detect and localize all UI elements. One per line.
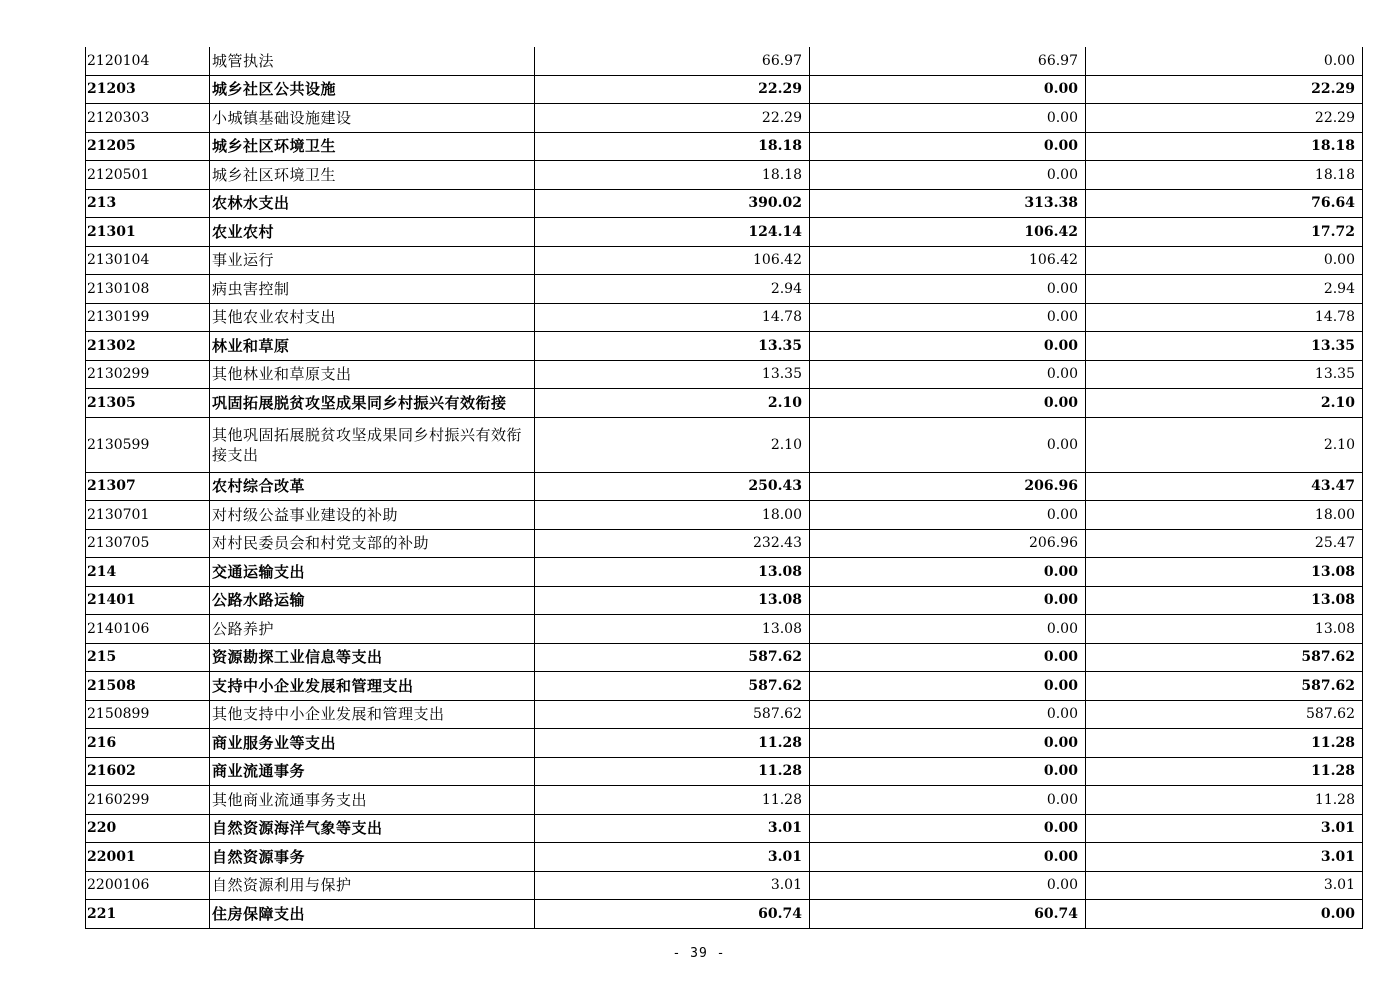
row-code-cell: 2200106: [86, 871, 210, 900]
row-value-2-cell: 0.00: [810, 700, 1086, 729]
row-name-cell: 自然资源事务: [210, 843, 535, 872]
row-value-1-cell: 13.08: [535, 586, 810, 615]
row-name-cell: 商业服务业等支出: [210, 729, 535, 758]
row-value-3-cell: 13.08: [1086, 558, 1363, 587]
table-row: [86, 417, 1363, 472]
row-code-cell: 21301: [86, 218, 210, 247]
row-value-2-cell: 206.96: [810, 472, 1086, 501]
row-value-3-cell: 11.28: [1086, 729, 1363, 758]
row-value-1-cell: 587.62: [535, 700, 810, 729]
table-row: [86, 786, 1363, 815]
row-code-cell: 2130705: [86, 529, 210, 558]
row-value-2-cell: 0.00: [810, 757, 1086, 786]
row-name-cell: 住房保障支出: [210, 900, 535, 929]
row-value-3-cell: 17.72: [1086, 218, 1363, 247]
row-value-2-cell: 0.00: [810, 104, 1086, 133]
row-value-3-cell: 18.18: [1086, 132, 1363, 161]
row-value-3-cell: 3.01: [1086, 871, 1363, 900]
table-row: [86, 501, 1363, 530]
row-value-3-cell: 0.00: [1086, 246, 1363, 275]
row-name-cell: 城乡社区环境卫生: [210, 132, 535, 161]
row-value-3-cell: 3.01: [1086, 814, 1363, 843]
budget-expenditure-table: [85, 47, 1363, 929]
row-name-cell: 城乡社区公共设施: [210, 75, 535, 104]
row-name-cell: 农林水支出: [210, 189, 535, 218]
row-value-3-cell: 3.01: [1086, 843, 1363, 872]
row-value-2-cell: 0.00: [810, 586, 1086, 615]
row-code-cell: 2150899: [86, 700, 210, 729]
table-row: [86, 871, 1363, 900]
row-name-cell: 其他农业农村支出: [210, 303, 535, 332]
row-name-cell: 事业运行: [210, 246, 535, 275]
table-row: [86, 161, 1363, 190]
row-value-2-cell: 0.00: [810, 389, 1086, 418]
row-value-3-cell: 13.08: [1086, 615, 1363, 644]
row-value-2-cell: 0.00: [810, 843, 1086, 872]
row-value-1-cell: 2.10: [535, 417, 810, 472]
row-value-1-cell: 18.00: [535, 501, 810, 530]
row-value-2-cell: 106.42: [810, 246, 1086, 275]
row-code-cell: 2130599: [86, 417, 210, 472]
row-code-cell: 2120501: [86, 161, 210, 190]
row-name-cell: 自然资源利用与保护: [210, 871, 535, 900]
row-name-cell: 公路水路运输: [210, 586, 535, 615]
row-value-2-cell: 0.00: [810, 501, 1086, 530]
table-row: [86, 360, 1363, 389]
row-name-cell: 公路养护: [210, 615, 535, 644]
row-code-cell: 21602: [86, 757, 210, 786]
row-name-cell: 自然资源海洋气象等支出: [210, 814, 535, 843]
row-value-3-cell: 11.28: [1086, 786, 1363, 815]
row-value-1-cell: 11.28: [535, 757, 810, 786]
table-body: [86, 47, 1363, 928]
row-code-cell: 2130199: [86, 303, 210, 332]
row-value-3-cell: 2.10: [1086, 417, 1363, 472]
table-row: [86, 246, 1363, 275]
row-name-cell: 其他商业流通事务支出: [210, 786, 535, 815]
row-name-cell: 小城镇基础设施建设: [210, 104, 535, 133]
row-name-cell: 资源勘探工业信息等支出: [210, 643, 535, 672]
row-value-2-cell: 0.00: [810, 417, 1086, 472]
row-name-cell: 交通运输支出: [210, 558, 535, 587]
table-row: [86, 303, 1363, 332]
table-row: [86, 700, 1363, 729]
table-row: [86, 389, 1363, 418]
table-row: [86, 132, 1363, 161]
row-code-cell: 2130104: [86, 246, 210, 275]
row-value-3-cell: 2.94: [1086, 275, 1363, 304]
row-value-3-cell: 587.62: [1086, 700, 1363, 729]
row-value-3-cell: 13.08: [1086, 586, 1363, 615]
table-row: [86, 814, 1363, 843]
row-value-3-cell: 13.35: [1086, 332, 1363, 361]
row-value-1-cell: 14.78: [535, 303, 810, 332]
row-value-3-cell: 11.28: [1086, 757, 1363, 786]
row-value-2-cell: 0.00: [810, 161, 1086, 190]
row-value-1-cell: 18.18: [535, 132, 810, 161]
row-code-cell: 2160299: [86, 786, 210, 815]
row-value-1-cell: 60.74: [535, 900, 810, 929]
row-value-3-cell: 0.00: [1086, 47, 1363, 75]
row-code-cell: 21205: [86, 132, 210, 161]
row-value-1-cell: 22.29: [535, 75, 810, 104]
table-row: [86, 558, 1363, 587]
row-value-1-cell: 2.10: [535, 389, 810, 418]
table-row: [86, 189, 1363, 218]
row-name-cell: 城管执法: [210, 47, 535, 75]
page-number: - 39 -: [672, 946, 726, 961]
row-value-3-cell: 22.29: [1086, 104, 1363, 133]
row-value-1-cell: 2.94: [535, 275, 810, 304]
table-row: [86, 843, 1363, 872]
row-value-3-cell: 587.62: [1086, 672, 1363, 701]
row-value-1-cell: 66.97: [535, 47, 810, 75]
row-value-1-cell: 106.42: [535, 246, 810, 275]
row-code-cell: 21305: [86, 389, 210, 418]
row-code-cell: 2130701: [86, 501, 210, 530]
row-name-cell: 林业和草原: [210, 332, 535, 361]
row-value-2-cell: 0.00: [810, 275, 1086, 304]
row-value-3-cell: 587.62: [1086, 643, 1363, 672]
row-name-cell: 巩固拓展脱贫攻坚成果同乡村振兴有效衔接: [210, 389, 535, 418]
row-name-cell: 对村级公益事业建设的补助: [210, 501, 535, 530]
row-name-cell: 商业流通事务: [210, 757, 535, 786]
table-row: [86, 672, 1363, 701]
row-value-1-cell: 587.62: [535, 672, 810, 701]
row-value-3-cell: 18.00: [1086, 501, 1363, 530]
table-row: [86, 472, 1363, 501]
table-row: [86, 529, 1363, 558]
row-value-1-cell: 11.28: [535, 786, 810, 815]
row-code-cell: 2120104: [86, 47, 210, 75]
row-value-2-cell: 0.00: [810, 75, 1086, 104]
row-name-cell: 其他巩固拓展脱贫攻坚成果同乡村振兴有效衔接支出: [210, 417, 535, 472]
table-row: [86, 757, 1363, 786]
row-code-cell: 22001: [86, 843, 210, 872]
row-code-cell: 214: [86, 558, 210, 587]
table-row: [86, 75, 1363, 104]
row-value-2-cell: 0.00: [810, 672, 1086, 701]
row-value-3-cell: 14.78: [1086, 303, 1363, 332]
row-name-cell: 支持中小企业发展和管理支出: [210, 672, 535, 701]
table-row: [86, 104, 1363, 133]
row-value-2-cell: 0.00: [810, 643, 1086, 672]
table-row: [86, 729, 1363, 758]
budget-table-container: [85, 47, 1362, 929]
table-row: [86, 47, 1363, 75]
row-value-3-cell: 43.47: [1086, 472, 1363, 501]
row-value-1-cell: 13.08: [535, 615, 810, 644]
row-code-cell: 2130299: [86, 360, 210, 389]
table-row: [86, 275, 1363, 304]
row-value-2-cell: 206.96: [810, 529, 1086, 558]
row-value-1-cell: 3.01: [535, 871, 810, 900]
table-row: [86, 643, 1363, 672]
row-value-1-cell: 232.43: [535, 529, 810, 558]
row-value-1-cell: 3.01: [535, 814, 810, 843]
row-code-cell: 2120303: [86, 104, 210, 133]
row-value-1-cell: 13.08: [535, 558, 810, 587]
row-value-1-cell: 250.43: [535, 472, 810, 501]
row-code-cell: 21203: [86, 75, 210, 104]
row-value-3-cell: 0.00: [1086, 900, 1363, 929]
table-row: [86, 615, 1363, 644]
row-value-2-cell: 66.97: [810, 47, 1086, 75]
table-row: [86, 332, 1363, 361]
row-value-2-cell: 0.00: [810, 615, 1086, 644]
table-row: [86, 900, 1363, 929]
row-value-2-cell: 0.00: [810, 132, 1086, 161]
row-code-cell: 220: [86, 814, 210, 843]
row-name-cell: 对村民委员会和村党支部的补助: [210, 529, 535, 558]
row-code-cell: 21401: [86, 586, 210, 615]
row-code-cell: 21508: [86, 672, 210, 701]
row-value-1-cell: 11.28: [535, 729, 810, 758]
row-value-2-cell: 0.00: [810, 729, 1086, 758]
row-value-3-cell: 76.64: [1086, 189, 1363, 218]
row-value-2-cell: 0.00: [810, 871, 1086, 900]
row-value-1-cell: 390.02: [535, 189, 810, 218]
row-value-2-cell: 313.38: [810, 189, 1086, 218]
row-value-3-cell: 18.18: [1086, 161, 1363, 190]
row-name-cell: 病虫害控制: [210, 275, 535, 304]
row-value-2-cell: 0.00: [810, 558, 1086, 587]
row-code-cell: 2130108: [86, 275, 210, 304]
row-code-cell: 21307: [86, 472, 210, 501]
row-name-cell: 其他支持中小企业发展和管理支出: [210, 700, 535, 729]
row-value-2-cell: 0.00: [810, 814, 1086, 843]
row-value-1-cell: 13.35: [535, 360, 810, 389]
row-name-cell: 城乡社区环境卫生: [210, 161, 535, 190]
row-value-2-cell: 60.74: [810, 900, 1086, 929]
row-value-3-cell: 13.35: [1086, 360, 1363, 389]
row-value-3-cell: 22.29: [1086, 75, 1363, 104]
row-value-2-cell: 0.00: [810, 332, 1086, 361]
row-value-1-cell: 22.29: [535, 104, 810, 133]
row-value-1-cell: 13.35: [535, 332, 810, 361]
table-row: [86, 586, 1363, 615]
row-code-cell: 2140106: [86, 615, 210, 644]
row-value-3-cell: 25.47: [1086, 529, 1363, 558]
row-value-1-cell: 3.01: [535, 843, 810, 872]
row-code-cell: 216: [86, 729, 210, 758]
row-value-2-cell: 0.00: [810, 786, 1086, 815]
row-name-cell: 农业农村: [210, 218, 535, 247]
row-name-cell: 其他林业和草原支出: [210, 360, 535, 389]
row-code-cell: 221: [86, 900, 210, 929]
row-value-1-cell: 587.62: [535, 643, 810, 672]
row-value-2-cell: 0.00: [810, 360, 1086, 389]
row-code-cell: 215: [86, 643, 210, 672]
row-value-1-cell: 18.18: [535, 161, 810, 190]
table-row: [86, 218, 1363, 247]
row-value-2-cell: 0.00: [810, 303, 1086, 332]
row-value-1-cell: 124.14: [535, 218, 810, 247]
row-name-cell: 农村综合改革: [210, 472, 535, 501]
row-code-cell: 213: [86, 189, 210, 218]
row-value-2-cell: 106.42: [810, 218, 1086, 247]
row-value-3-cell: 2.10: [1086, 389, 1363, 418]
row-code-cell: 21302: [86, 332, 210, 361]
